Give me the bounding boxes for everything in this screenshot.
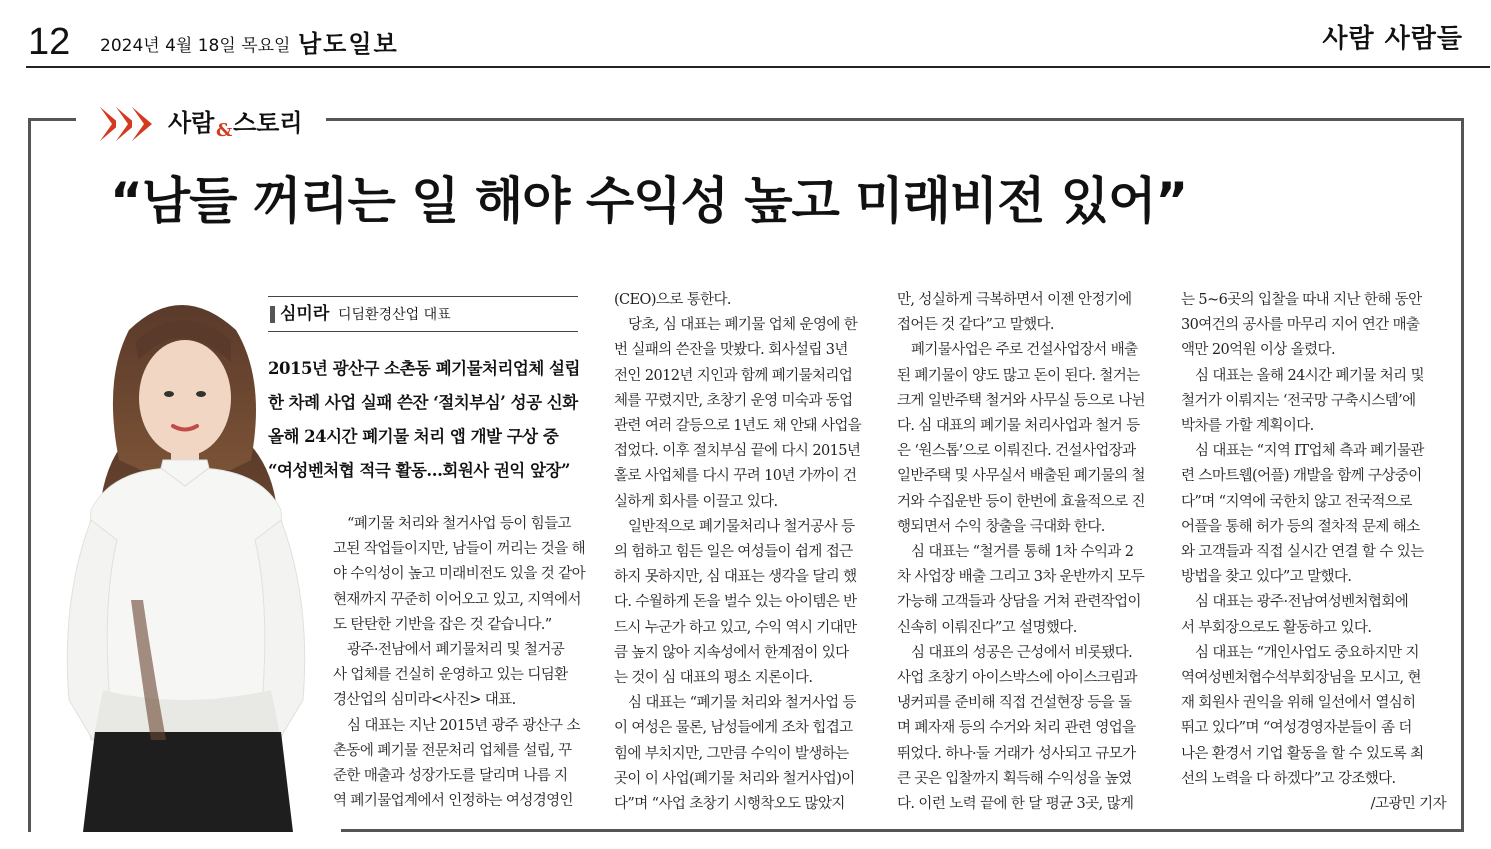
text-line: 역 폐기물업계에서 인정하는 여성경영인	[333, 793, 573, 810]
byline-title: 디딤환경산업 대표	[338, 307, 451, 323]
text-line: 뛰었다. 하나·둘 거래가 성사되고 규모가	[897, 745, 1136, 762]
text-line: 촌동에 폐기물 전문처리 업체를 설립, 꾸	[333, 742, 572, 759]
headline: “남들 꺼리는 일 해야 수익성 높고 미래비전 있어”	[110, 172, 1188, 230]
text-line: 역여성벤처협수석부회장님을 모시고, 현	[1181, 670, 1421, 687]
text-line: 는 것이 심 대표의 평소 지론이다.	[614, 670, 813, 687]
text-line: 며 폐자재 등의 수거와 처리 관련 영업을	[897, 720, 1136, 737]
text-line: 박차를 가할 계획이다.	[1181, 418, 1314, 435]
reporter-credit: /고광민 기자	[1370, 796, 1446, 813]
text-line: 일반주택 및 사무실서 배출된 폐기물의 철	[897, 468, 1145, 485]
chevron-cut	[116, 107, 128, 141]
text-line: 심 대표는 올해 24시간 폐기물 처리 및	[1195, 367, 1425, 384]
text-line: 야 수익성이 높고 미래비전도 있을 것 같아	[333, 566, 585, 583]
text-line: 냉커피를 준비해 직접 건설현장 등을 돌	[897, 695, 1132, 712]
text-line: 이 여성은 물론, 남성들에게 조차 힙겹고	[614, 720, 853, 737]
text-line: 드시 누군가 하고 있고, 수익 역시 기대만	[614, 619, 857, 636]
text-line: 큰 곳은 입찰까지 획득해 수익성을 높였	[897, 770, 1132, 787]
text-line: 접었다. 이후 절치부심 끝에 다시 2015년	[614, 443, 861, 460]
text-line: 만, 성실하게 극복하면서 이젠 안정기에	[897, 292, 1132, 308]
story-tag-part2: 스토리	[233, 109, 303, 137]
text-line: 방법을 찾고 있다”고 말했다.	[1181, 569, 1352, 586]
text-line: 선의 노력을 다 하겠다”고 강조했다.	[1181, 770, 1396, 787]
paper-name: 남도일보	[298, 30, 399, 58]
masthead-rule	[26, 66, 1490, 68]
text-line: 심 대표의 성공은 근성에서 비롯됐다.	[911, 644, 1133, 661]
text-line: 접어든 것 같다”고 말했다.	[897, 317, 1054, 334]
text-line: 관련 여러 갈등으로 1년도 채 안돼 사업을	[614, 418, 862, 435]
text-line: 뛰고 있다”며 “여성경영자분들이 좀 더	[1181, 720, 1412, 737]
text-line: 철거가 이뤄지는 ‘전국망 구축시스템’에	[1181, 392, 1416, 409]
text-line: 30여건의 공사를 마무리 지어 연간 매출	[1181, 317, 1420, 334]
text-line: 크게 일반주택 철거와 사무실 등으로 나뉜	[897, 392, 1145, 409]
text-line: 심 대표는 광주·전남여성벤처협회에	[1195, 594, 1409, 611]
story-tag	[98, 101, 328, 145]
subhead-line: “여성벤처협 적극 활동…회원사 권익 앞장”	[268, 461, 570, 480]
section-title: 사람 사람들	[1322, 24, 1463, 54]
text-line: 다. 수월하게 돈을 벌수 있는 아이템은 반	[614, 594, 857, 611]
article-column-1	[333, 512, 595, 814]
byline	[268, 296, 578, 332]
text-line: 곳이 이 사업(폐기물 처리와 철거사업)이	[614, 770, 855, 787]
text-line: 재 회원사 권익을 위해 일선에서 열심히	[1181, 695, 1416, 712]
article-column-2	[614, 288, 879, 817]
subhead-line: 2015년 광산구 소촌동 폐기물처리업체 설립	[268, 359, 580, 378]
text-line: “폐기물 처리와 철거사업 등이 힘들고	[347, 516, 571, 532]
text-line: 와 고객들과 직접 실시간 연결 할 수 있는	[1181, 544, 1424, 561]
text-line: 된 폐기물이 양도 많고 돈이 된다. 철거는	[897, 367, 1140, 384]
article-column-3	[897, 288, 1162, 817]
text-line: 경산업의 심미라<사진> 대표.	[333, 692, 516, 709]
text-line: 심 대표는 “철거를 통해 1차 수익과 2	[911, 544, 1134, 561]
text-line: 어플을 통해 허가 등의 절차적 문제 해소	[1181, 518, 1420, 535]
text-line: 홀로 사업체를 다시 꾸려 10년 가까이 건	[614, 468, 857, 485]
text-line: 폐기물사업은 주로 건설사업장서 배출	[911, 342, 1138, 359]
story-tag-part1: 사람	[168, 109, 215, 137]
text-line: 련 스마트웹(어플) 개발을 함께 구상중이	[1181, 468, 1422, 485]
subhead	[268, 352, 598, 488]
issue-date: 2024년 4월 18일 목요일	[100, 36, 291, 56]
story-tag-amp: &	[216, 120, 233, 141]
article-column-4	[1181, 288, 1446, 817]
text-line: 준한 매출과 성장가도를 달리며 나름 지	[333, 768, 568, 785]
text-line: 의 험하고 힘든 일은 여성들이 쉽게 접근	[614, 544, 853, 561]
text-line: 다. 이런 노력 끝에 한 달 평균 3곳, 많게	[897, 796, 1134, 813]
byline-rule-bottom	[268, 331, 578, 332]
text-line: 사 업체를 건실히 운영하고 있는 디딤환	[333, 667, 568, 684]
text-line: 는 5~6곳의 입찰을 따내 지난 한해 동안	[1181, 292, 1422, 308]
text-line: 다”며 “지역에 국한치 않고 전국적으로	[1181, 493, 1412, 510]
text-line: 서 부회장으로도 활동하고 있다.	[1181, 619, 1372, 636]
text-line: 행되면서 수익 창출을 극대화 한다.	[897, 518, 1105, 535]
text-line: 체를 꾸렸지만, 초창기 운영 미숙과 동업	[614, 392, 853, 409]
page-number: 12	[28, 21, 71, 63]
text-line: 거와 수집운반 등이 한번에 효율적으로 진	[897, 493, 1145, 510]
text-line: 사업 초창기 아이스박스에 아이스크림과	[897, 670, 1137, 687]
text-line: (CEO)으로 통한다.	[614, 292, 731, 308]
text-line: 큼 높지 않아 지속성에서 한계점이 있다	[614, 644, 849, 661]
text-line: 도 탄탄한 기반을 잡은 것 같습니다.”	[333, 616, 552, 633]
subhead-line: 한 차례 사업 실패 쓴잔 ‘절치부심’ 성공 신화	[268, 393, 578, 412]
byline-bar	[270, 306, 275, 323]
chevron-cut	[100, 107, 112, 141]
text-line: 다. 심 대표의 폐기물 처리사업과 철거 등	[897, 418, 1140, 435]
text-line: 차 사업장 배출 그리고 3차 운반까지 모두	[897, 569, 1145, 586]
text-line: 은 ‘원스톱’으로 이뤄진다. 건설사업장과	[897, 443, 1136, 460]
chevron-cut	[132, 107, 144, 141]
text-line: 전인 2012년 지인과 함께 폐기물처리업	[614, 367, 853, 384]
text-line: 나은 환경서 기업 활동을 할 수 있도록 최	[1181, 745, 1424, 762]
text-line: 번 실패의 쓴잔을 맛봤다. 회사설립 3년	[614, 342, 848, 359]
text-line: 신속히 이뤄진다”고 설명했다.	[897, 619, 1077, 636]
text-line: 광주·전남에서 폐기물처리 및 철거공	[347, 642, 565, 659]
text-line: 현재까지 꾸준히 이어오고 있고, 지역에서	[333, 591, 581, 608]
text-line: 힘에 부치지만, 그만큼 수익이 발생하는	[614, 745, 849, 762]
text-line: 심 대표는 “개인사업도 중요하지만 지	[1195, 644, 1419, 661]
text-line: 일반적으로 폐기물처리나 철거공사 등	[628, 518, 855, 535]
text-line: 심 대표는 지난 2015년 광주 광산구 소	[347, 717, 580, 734]
text-line: 고된 작업들이지만, 남들이 꺼리는 것을 해	[333, 541, 585, 558]
text-line: 실하게 회사를 이끌고 있다.	[614, 493, 778, 510]
subhead-line: 올해 24시간 폐기물 처리 앱 개발 구상 중	[268, 427, 559, 446]
text-line: 가능해 고객들과 상담을 거쳐 관련작업이	[897, 594, 1141, 611]
masthead	[0, 0, 1491, 66]
text-line: 다”며 “사업 초창기 시행착오도 많았지	[614, 796, 845, 813]
text-line: 액만 20억원 이상 올렸다.	[1181, 342, 1335, 359]
text-line: 하지 못하지만, 심 대표는 생각을 달리 했	[614, 569, 857, 586]
text-line: 심 대표는 “폐기물 처리와 철거사업 등	[628, 695, 856, 712]
byline-name: 심미라	[280, 304, 330, 324]
text-line: 심 대표는 “지역 IT업체 측과 폐기물관	[1195, 443, 1424, 460]
text-line: 당초, 심 대표는 폐기물 업체 운영에 한	[628, 317, 858, 334]
